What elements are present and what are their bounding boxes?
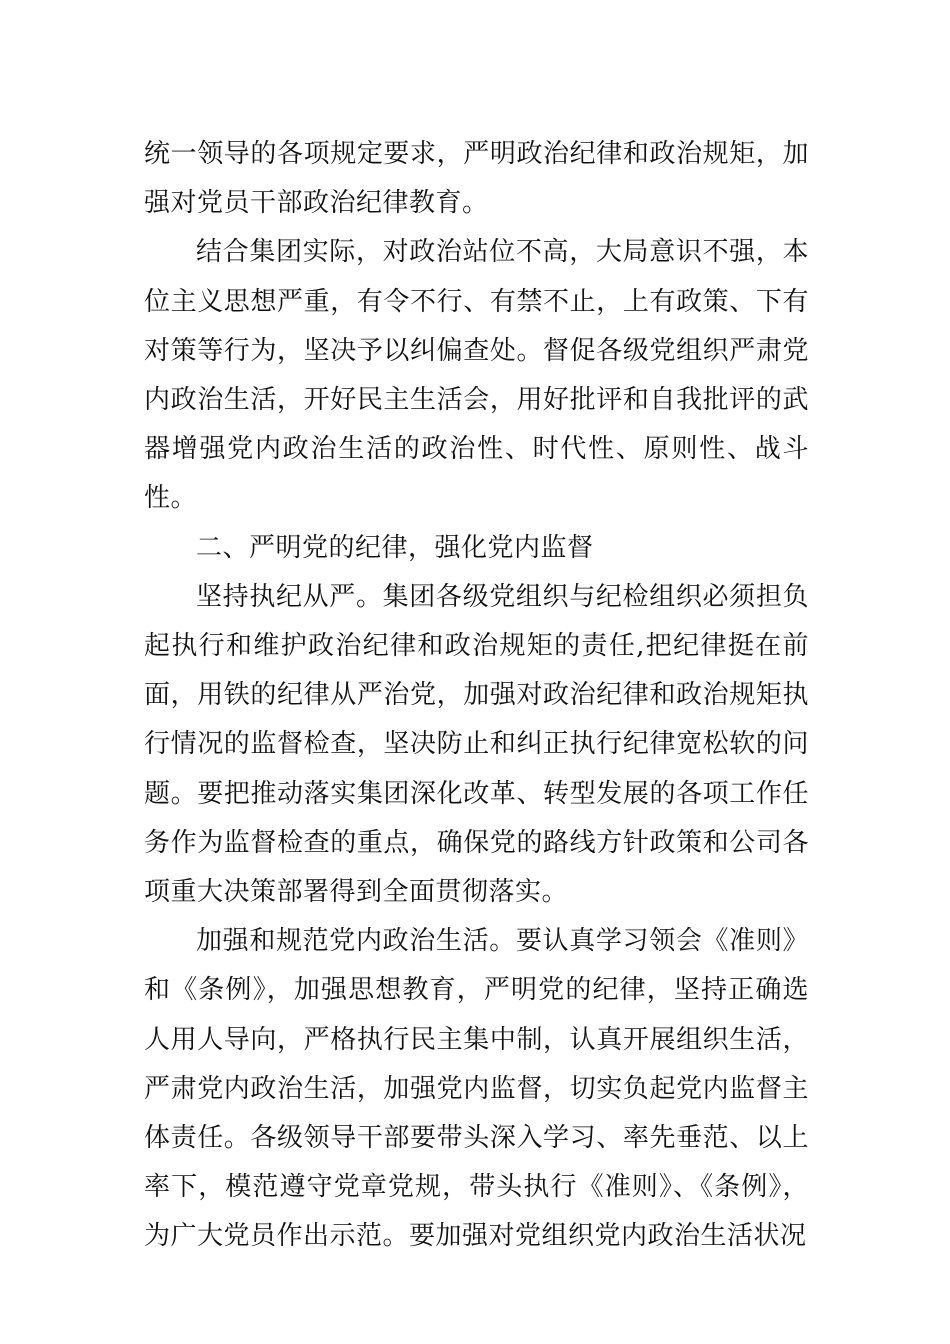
document-body <box>144 130 809 1262</box>
paragraph-continuation: 统一领导的各项规定要求，严明政治纪律和政治规矩，加强对党员干部政治纪律教育。 <box>144 139 809 219</box>
paragraph-group-practice: 结合集团实际，对政治站位不高，大局意识不强，本位主义思想严重，有令不行、有禁不止，上有政策、下有对策等行为，坚决予以纠偏查处。督促各级党组织严肃党内政治生活，开好民主生活会，用好批评和自我批评的武器增强党内政治生活的政治性、时代性、原则性、战斗性。 <box>144 237 809 514</box>
section-heading: 二、严明党的纪律，强化党内监督 <box>196 532 594 563</box>
paragraph-political-life: 加强和规范党内政治生活。要认真学习领会《准则》和《条例》，加强思想教育，严明党的纪律，坚持正确选人用人导向，严格执行民主集中制，认真开展组织生活，严肃党内政治生活，加强党内监督，切实负起党内监督主体责任。各级领导干部要带头深入学习、率先垂范、以上率下，模范遵守党章党规，带头执行《准则》、《条例》，为广大党员作出示范。要加强对党组织党内政治生活状况 <box>144 926 809 1252</box>
paragraph-strict-discipline: 坚持执纪从严。集团各级党组织与纪检组织必须担负起执行和维护政治纪律和政治规矩的责任,把纪律挺在前面，用铁的纪律从严治党，加强对政治纪律和政治规矩执行情况的监督检查，坚决防止和纠正执行纪律宽松软的问题。要把推动落实集团深化改革、转型发展的各项工作任务作为监督检查的重点，确保党的路线方针政策和公司各项重大决策部署得到全面贯彻落实。 <box>144 581 809 908</box>
